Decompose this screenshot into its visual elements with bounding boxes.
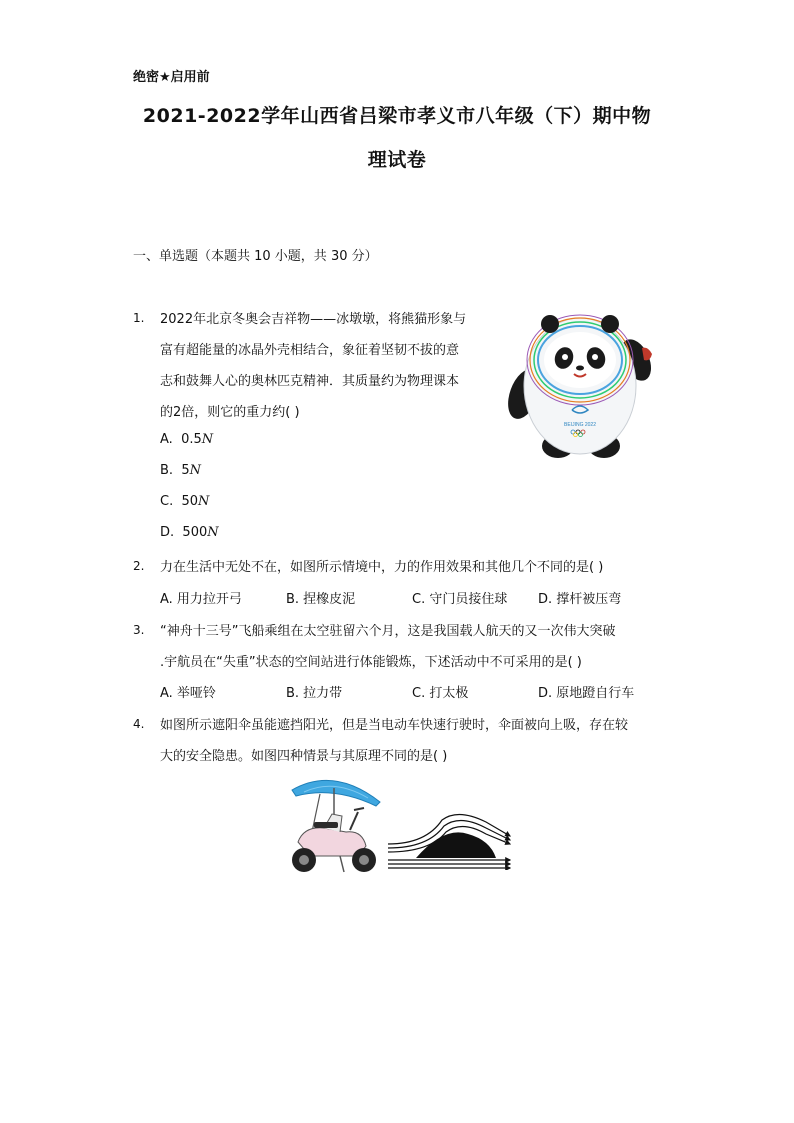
question-3-option-c[interactable]: C. 打太极 (412, 686, 469, 701)
question-1-text-line: 志和鼓舞人心的奥林匹克精神．其质量约为物理课本 (160, 374, 460, 389)
option-unit: N (201, 432, 214, 447)
question-2-option-c[interactable]: C. 守门员接住球 (412, 592, 508, 607)
mascot-illustration (500, 308, 662, 462)
confidential-label: 绝密★启用前 (133, 70, 210, 85)
question-4-text-line: 如图所示遮阳伞虽能遮挡阳光，但是当电动车快速行驶时，伞面被向上吸，存在较 (160, 718, 629, 733)
question-3-text-line: “神舟十三号”飞船乘组在太空驻留六个月，这是我国载人航天的又一次伟大突破 (160, 624, 616, 639)
question-1-option-a[interactable] (160, 432, 213, 447)
scooter-umbrella-illustration (284, 772, 386, 878)
mascot-emblem-text: BEIJING 2022 (564, 422, 596, 428)
question-3-option-a[interactable]: A. 举哑铃 (160, 686, 216, 701)
question-3-option-d[interactable]: D. 原地蹬自行车 (538, 686, 635, 701)
question-3-text-line: .宇航员在“失重”状态的空间站进行体能锻炼，下述活动中不可采用的是( ) (160, 655, 582, 670)
option-letter: B. (160, 463, 174, 478)
question-1-text-line: 的2倍，则它的重力约( ) (160, 405, 300, 420)
option-value: 0.5 (181, 432, 202, 447)
option-value: 5 (181, 463, 190, 478)
question-2-number: 2. (133, 559, 145, 573)
question-2-option-a[interactable]: A. 用力拉开弓 (160, 592, 242, 607)
question-1-number: 1. (133, 311, 145, 325)
question-4-text-line: 大的安全隐患。如图四种情景与其原理不同的是( ) (160, 749, 448, 764)
question-4-number: 4. (133, 717, 145, 731)
question-1-text-line: 2022年北京冬奥会吉祥物——冰墩墩，将熊猫形象与 (160, 312, 467, 327)
option-value: 500 (182, 525, 208, 540)
option-value: 50 (181, 494, 199, 509)
question-1-option-d[interactable] (160, 525, 219, 540)
question-1-option-c[interactable] (160, 494, 209, 509)
option-letter: C. (160, 494, 174, 509)
exam-title-line-1: 2021-2022学年山西省吕梁市孝义市八年级（下）期中物 (142, 105, 652, 127)
question-2-text-line: 力在生活中无处不在，如图所示情境中，力的作用效果和其他几个不同的是( ) (160, 560, 604, 575)
question-2-option-b[interactable]: B. 捏橡皮泥 (286, 592, 356, 607)
question-1-text-line: 富有超能量的冰晶外壳相结合，象征着坚韧不拔的意 (160, 343, 460, 358)
option-unit: N (198, 494, 210, 509)
option-letter: D. (160, 525, 175, 540)
question-1-option-b[interactable] (160, 463, 201, 478)
option-unit: N (207, 525, 219, 540)
section-heading: 一、单选题（本题共 10 小题，共 30 分） (133, 249, 378, 264)
question-2-option-d[interactable]: D. 撑杆被压弯 (538, 592, 622, 607)
question-3-number: 3. (133, 623, 145, 637)
option-unit: N (189, 463, 201, 478)
option-letter: A. (160, 432, 173, 447)
exam-title-line-2: 理试卷 (367, 149, 427, 171)
question-3-option-b[interactable]: B. 拉力带 (286, 686, 343, 701)
airfoil-airflow-diagram (386, 806, 514, 870)
